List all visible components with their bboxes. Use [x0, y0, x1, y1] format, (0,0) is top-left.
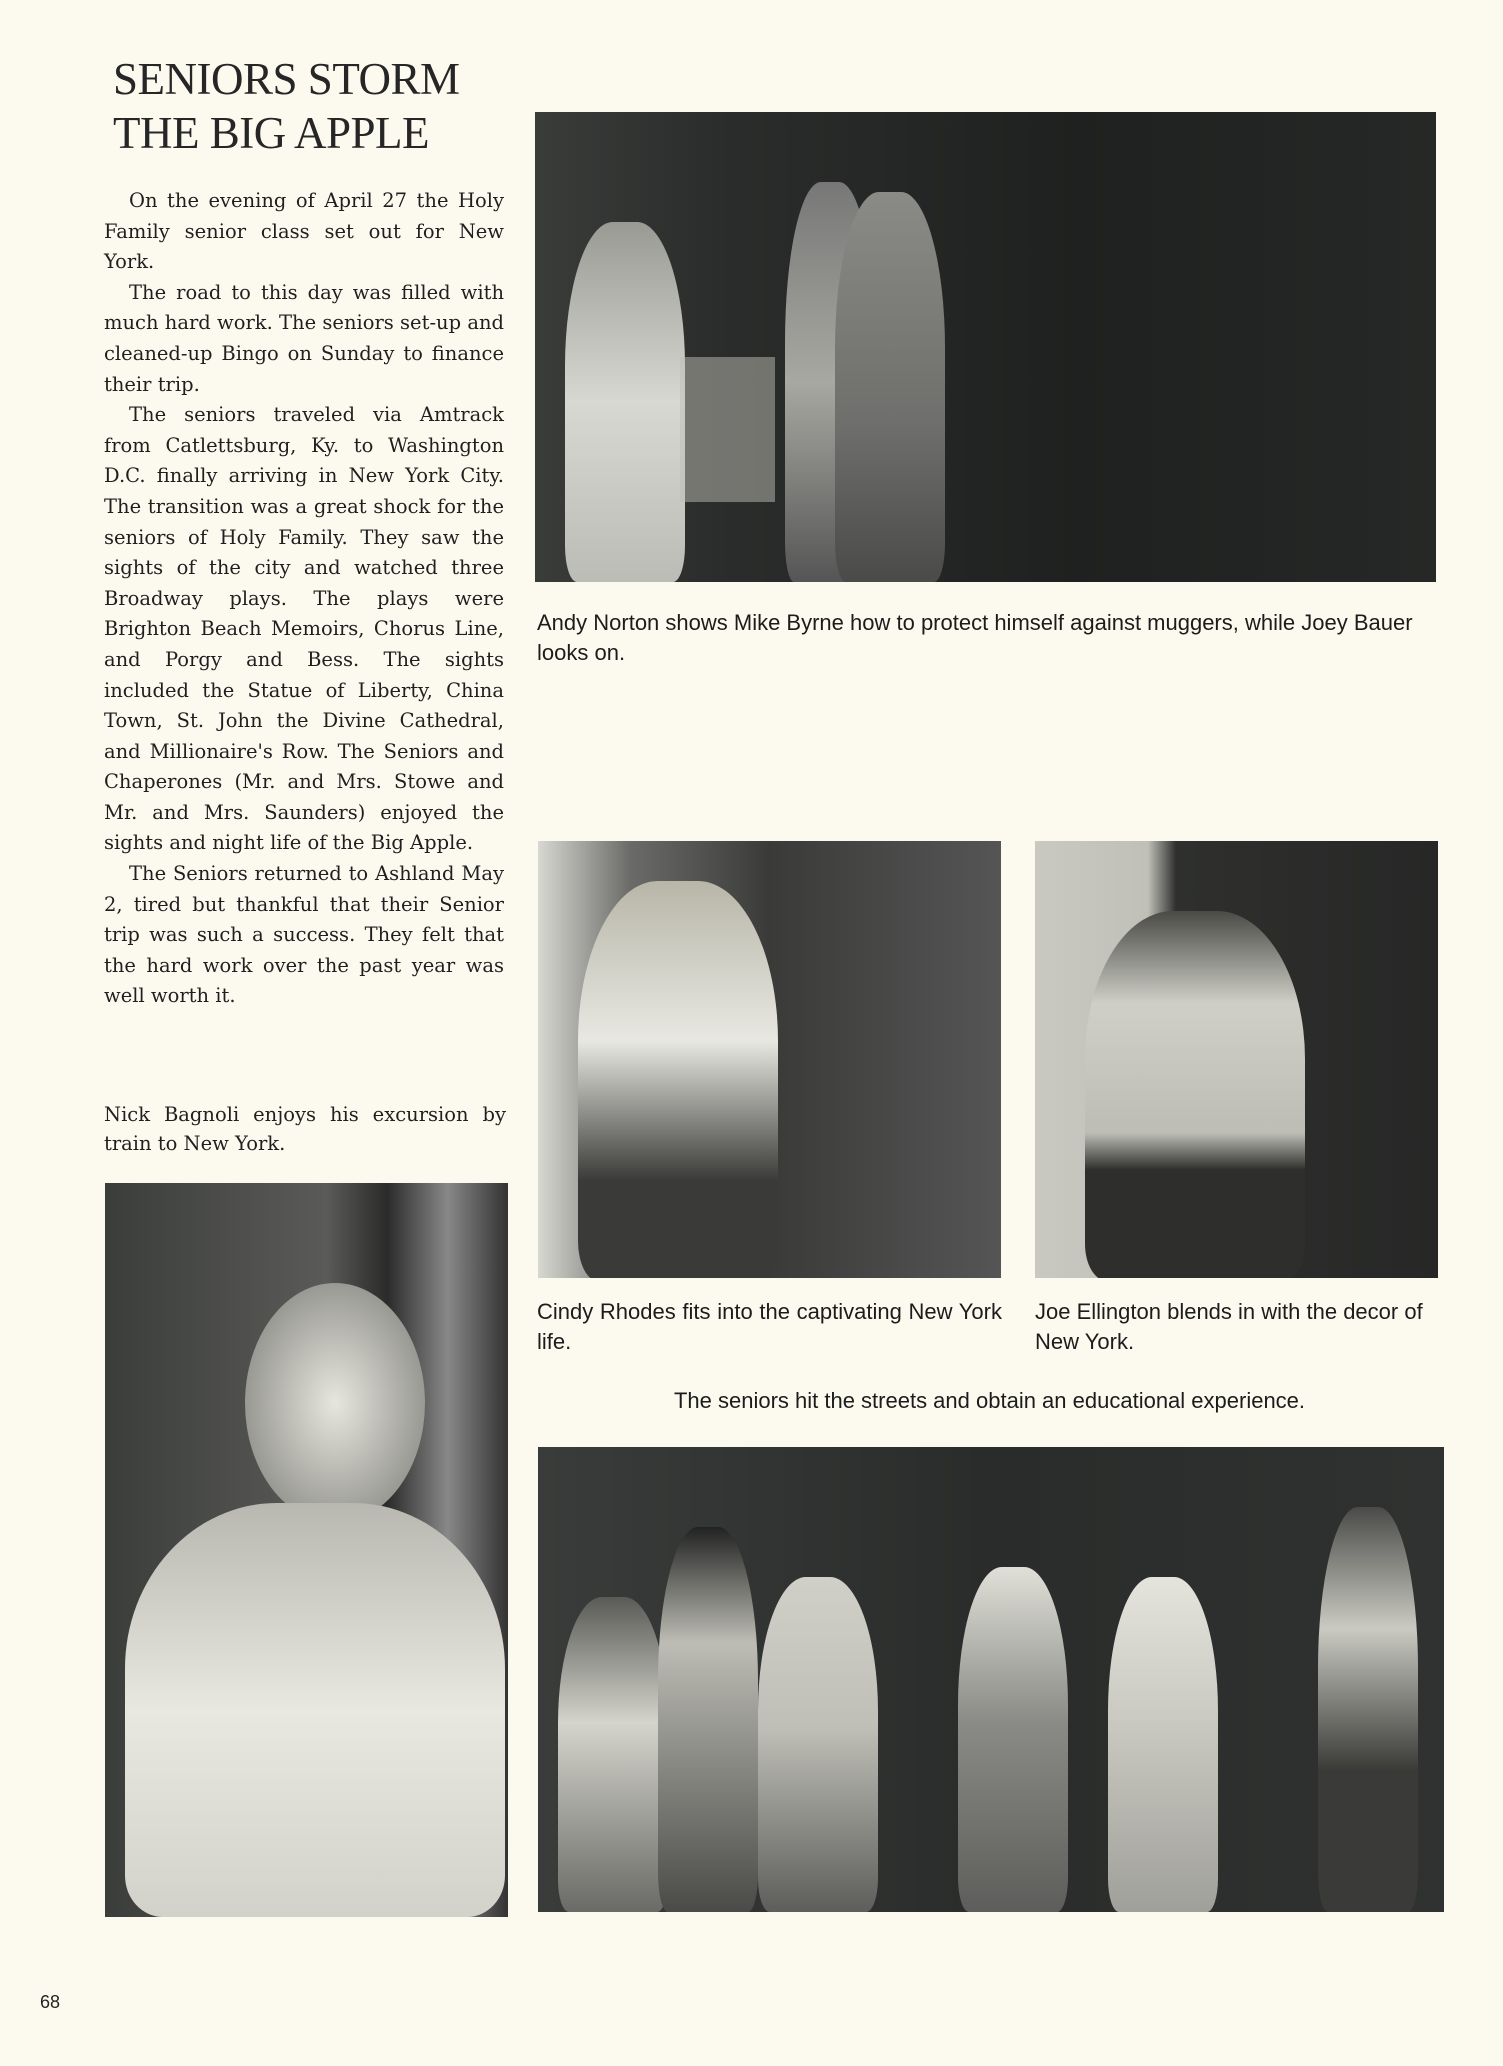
- paragraph: The seniors traveled via Amtrack from Catlettsburg, Ky. to Washington D.C. finally arriving in New York City. The transition was a great shock for the seniors of Holy Family. They saw the sights of the city and watched three Broadway plays. The plays were Brighton Beach Memoirs, Chorus Line, and Porgy and Bess. The sights included the Statue of Liberty, China Town, St. John the Divine Cathedral, and Millionaire's Row. The Seniors and Chaperones (Mr. and Mrs. Stowe and Mr. and Mrs. Saunders) enjoyed the sights and night life of the Big Apple.: [104, 403, 504, 855]
- photo-figure: [1318, 1507, 1418, 1912]
- photo-figure: [578, 881, 778, 1278]
- middle-right-photo-caption: Joe Ellington blends in with the decor of New York.: [1035, 1299, 1423, 1354]
- article-title: [113, 52, 513, 160]
- top-photo-caption: Andy Norton shows Mike Byrne how to protect himself against muggers, while Joey Bauer looks on.: [537, 610, 1413, 665]
- photo-joe-ellington: [1035, 841, 1438, 1278]
- paragraph: The Seniors returned to Ashland May 2, tired but thankful that their Senior trip was such a success. They felt that the hard work over the past year was well worth it.: [104, 862, 504, 1008]
- photo-figure: [758, 1577, 878, 1912]
- photo-three-boys: [535, 112, 1436, 582]
- photo-seniors-group: [538, 1447, 1444, 1912]
- photo-figure: [835, 192, 945, 582]
- photo-figure: [245, 1283, 425, 1523]
- photo-figure: [958, 1567, 1068, 1912]
- title-line-2: THE BIG APPLE: [113, 108, 430, 158]
- page-number: 68: [40, 1992, 61, 2012]
- paragraph: The road to this day was filled with much hard work. The seniors set-up and cleaned-up Bingo on Sunday to finance their trip.: [104, 280, 504, 396]
- photo-figure: [1108, 1577, 1218, 1912]
- photo-figure: [658, 1527, 758, 1912]
- photo-figure: [125, 1503, 505, 1917]
- article-body: [104, 186, 504, 1012]
- left-photo-caption: Nick Bagnoli enjoys his excursion by train to New York.: [104, 1103, 506, 1155]
- photo-figure: [565, 222, 685, 582]
- middle-left-photo-caption: Cindy Rhodes fits into the captivating New York life.: [537, 1299, 1002, 1354]
- photo-poster: [680, 357, 775, 502]
- photo-figure: [1085, 911, 1305, 1278]
- photo-cindy-rhodes: [538, 841, 1001, 1278]
- photo-nick-bagnoli: [105, 1183, 508, 1917]
- bottom-photo-caption: The seniors hit the streets and obtain an educational experience.: [673, 1388, 1306, 1413]
- title-line-1: SENIORS STORM: [113, 54, 460, 104]
- paragraph: On the evening of April 27 the Holy Family senior class set out for New York.: [104, 189, 504, 274]
- photo-figure: [558, 1597, 668, 1912]
